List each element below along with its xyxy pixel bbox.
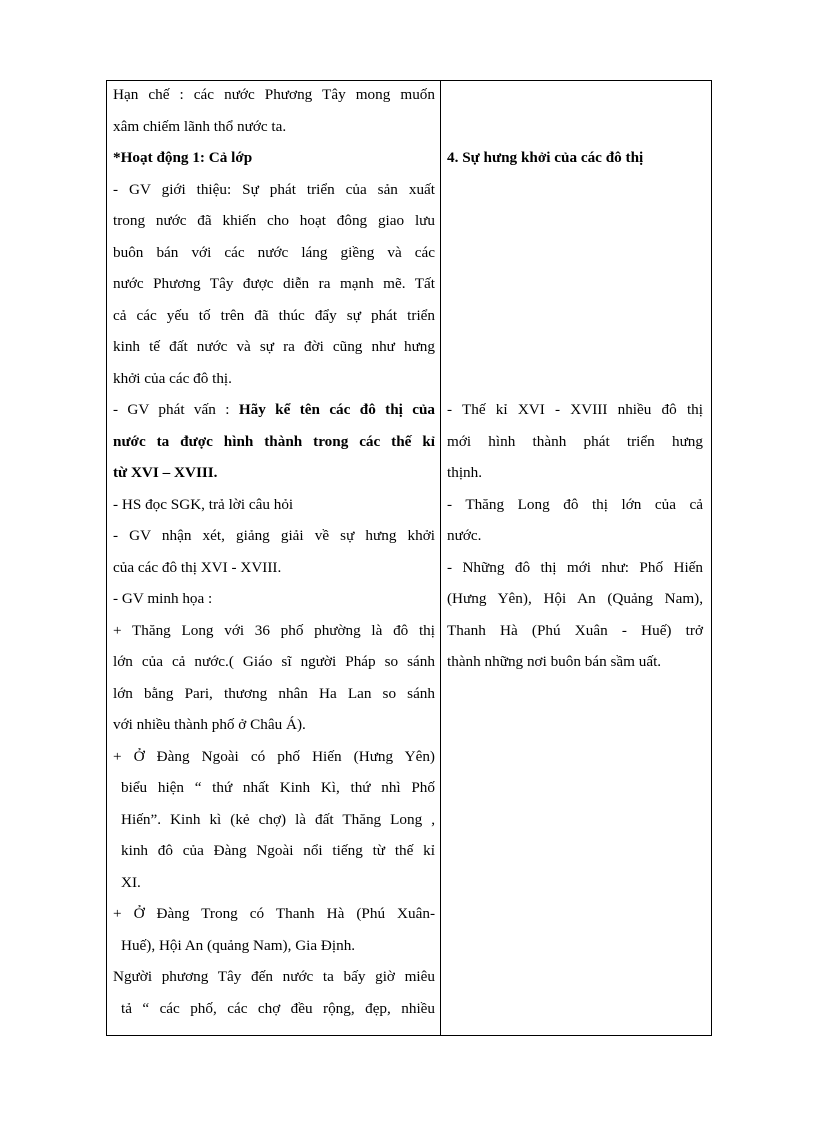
text-line: thịnh. bbox=[447, 464, 483, 481]
text-line: khởi của các đô thị. bbox=[113, 370, 232, 387]
text-line: nước Phương Tây được diễn ra mạnh mẽ. Tất bbox=[113, 275, 435, 292]
text-line: - GV nhận xét, giảng giải về sự hưng khởi bbox=[113, 527, 435, 544]
text-line: nước. bbox=[447, 527, 482, 544]
content-column bbox=[441, 81, 711, 1035]
text-line: - GV giới thiệu: Sự phát triển của sản xuất bbox=[113, 181, 435, 198]
question-text: từ XVI – XVIII. bbox=[113, 464, 218, 481]
lesson-table bbox=[106, 80, 712, 1036]
text-line: Hạn chế : các nước Phương Tây mong muốn bbox=[113, 86, 435, 103]
question-text: Hãy kể tên các đô thị của bbox=[238, 401, 436, 418]
text-line: mới hình thành phát triển hưng bbox=[447, 433, 703, 450]
question-text: nước ta được hình thành trong các thế kỉ bbox=[113, 433, 435, 450]
text-line: Huế), Hội An (quảng Nam), Gia Định. bbox=[121, 937, 356, 954]
text-line: trong nước đã khiến cho hoạt đông giao lưu bbox=[113, 212, 435, 229]
text-segment: - GV phát vấn : bbox=[113, 401, 230, 418]
text-line: Người phương Tây đến nước ta bấy giờ miêu bbox=[113, 968, 435, 985]
text-line: kinh tế đất nước và sự ra đời cũng như hưng bbox=[113, 338, 435, 355]
text-line: kinh đô của Đàng Ngoài nổi tiếng từ thế kỉ bbox=[121, 842, 435, 859]
text-line: - Những đô thị mới như: Phố Hiến bbox=[447, 559, 703, 576]
text-line: + Thăng Long với 36 phố phường là đô thị bbox=[113, 622, 435, 639]
text-line: tả “ các phố, các chợ đều rộng, đẹp, nhiều bbox=[121, 1000, 435, 1017]
text-line: lớn bằng Pari, thương nhân Ha Lan so sánh bbox=[113, 685, 435, 702]
text-line: buôn bán với các nước láng giềng và các bbox=[113, 244, 435, 261]
text-line: biểu hiện “ thứ nhất Kinh Kì, thứ nhì Phố bbox=[121, 779, 435, 796]
text-line: + Ở Đàng Ngoài có phố Hiến (Hưng Yên) bbox=[113, 748, 435, 765]
section-heading: 4. Sự hưng khởi của các đô thị bbox=[447, 149, 644, 166]
text-line: lớn của cả nước.( Giáo sĩ người Pháp so sánh bbox=[113, 653, 435, 670]
text-line: Thanh Hà (Phú Xuân - Huế) trở bbox=[447, 622, 703, 639]
text-line-mixed bbox=[113, 400, 435, 420]
text-line: XI. bbox=[121, 874, 141, 891]
text-line: cả các yếu tố trên đã thúc đẩy sự phát triển bbox=[113, 307, 435, 324]
text-line: Hiến”. Kinh kì (kẻ chợ) là đất Thăng Long , bbox=[121, 811, 435, 828]
activity-heading: *Hoạt động 1: Cả lớp bbox=[113, 149, 253, 166]
text-line: với nhiều thành phố ở Châu Á). bbox=[113, 716, 306, 733]
text-line: - HS đọc SGK, trả lời câu hỏi bbox=[113, 496, 294, 513]
text-line: - Thế kỉ XVI - XVIII nhiều đô thị bbox=[447, 401, 703, 418]
text-line: + Ở Đàng Trong có Thanh Hà (Phú Xuân- bbox=[113, 905, 435, 922]
text-line: - GV minh họa : bbox=[113, 590, 213, 607]
text-line: của các đô thị XVI - XVIII. bbox=[113, 559, 282, 576]
text-line: - Thăng Long đô thị lớn của cả bbox=[447, 496, 703, 513]
activity-column bbox=[107, 81, 441, 1035]
text-line: (Hưng Yên), Hội An (Quảng Nam), bbox=[447, 590, 703, 607]
text-line: xâm chiếm lãnh thổ nước ta. bbox=[113, 118, 287, 135]
text-line: thành những nơi buôn bán sầm uất. bbox=[447, 653, 662, 670]
